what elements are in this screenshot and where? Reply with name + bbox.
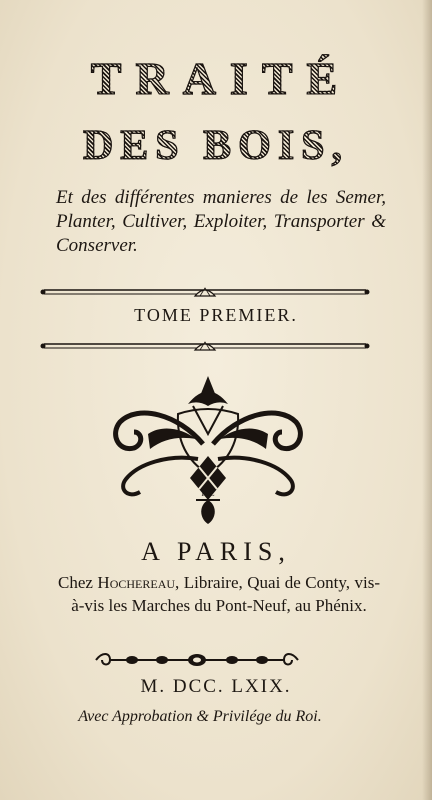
bottom-ornamental-rule (40, 340, 370, 352)
publisher-name: Hochereau (97, 573, 176, 592)
imprint-city: A PARIS, (141, 537, 291, 566)
top-ornamental-rule (40, 286, 370, 298)
title-line-2: DES BOIS, (82, 123, 350, 169)
imprint-date: M. DCC. LXIX. (140, 676, 292, 697)
page-edge-shadow (422, 0, 432, 800)
privilege-line: Avec Approbation & Privilége du Roi. (78, 708, 322, 725)
fleuron-band (92, 652, 302, 668)
title-line-1: TRAITÉ (90, 53, 352, 104)
publisher-prefix: Chez (58, 573, 93, 592)
imprint-publisher (58, 571, 380, 617)
volume-label: TOME PREMIER. (134, 305, 298, 325)
subtitle: Et des différentes manieres de les Semer, Planter, Cultiver, Exploiter, Transporter & Conserver. (56, 187, 386, 256)
printers-vignette-ornament (108, 374, 308, 526)
publisher-address: , Libraire, Quai de Conty, vis-à-vis les Marches du Pont-Neuf, au Phénix. (71, 573, 380, 615)
vignette-initials: K.C (201, 489, 215, 498)
